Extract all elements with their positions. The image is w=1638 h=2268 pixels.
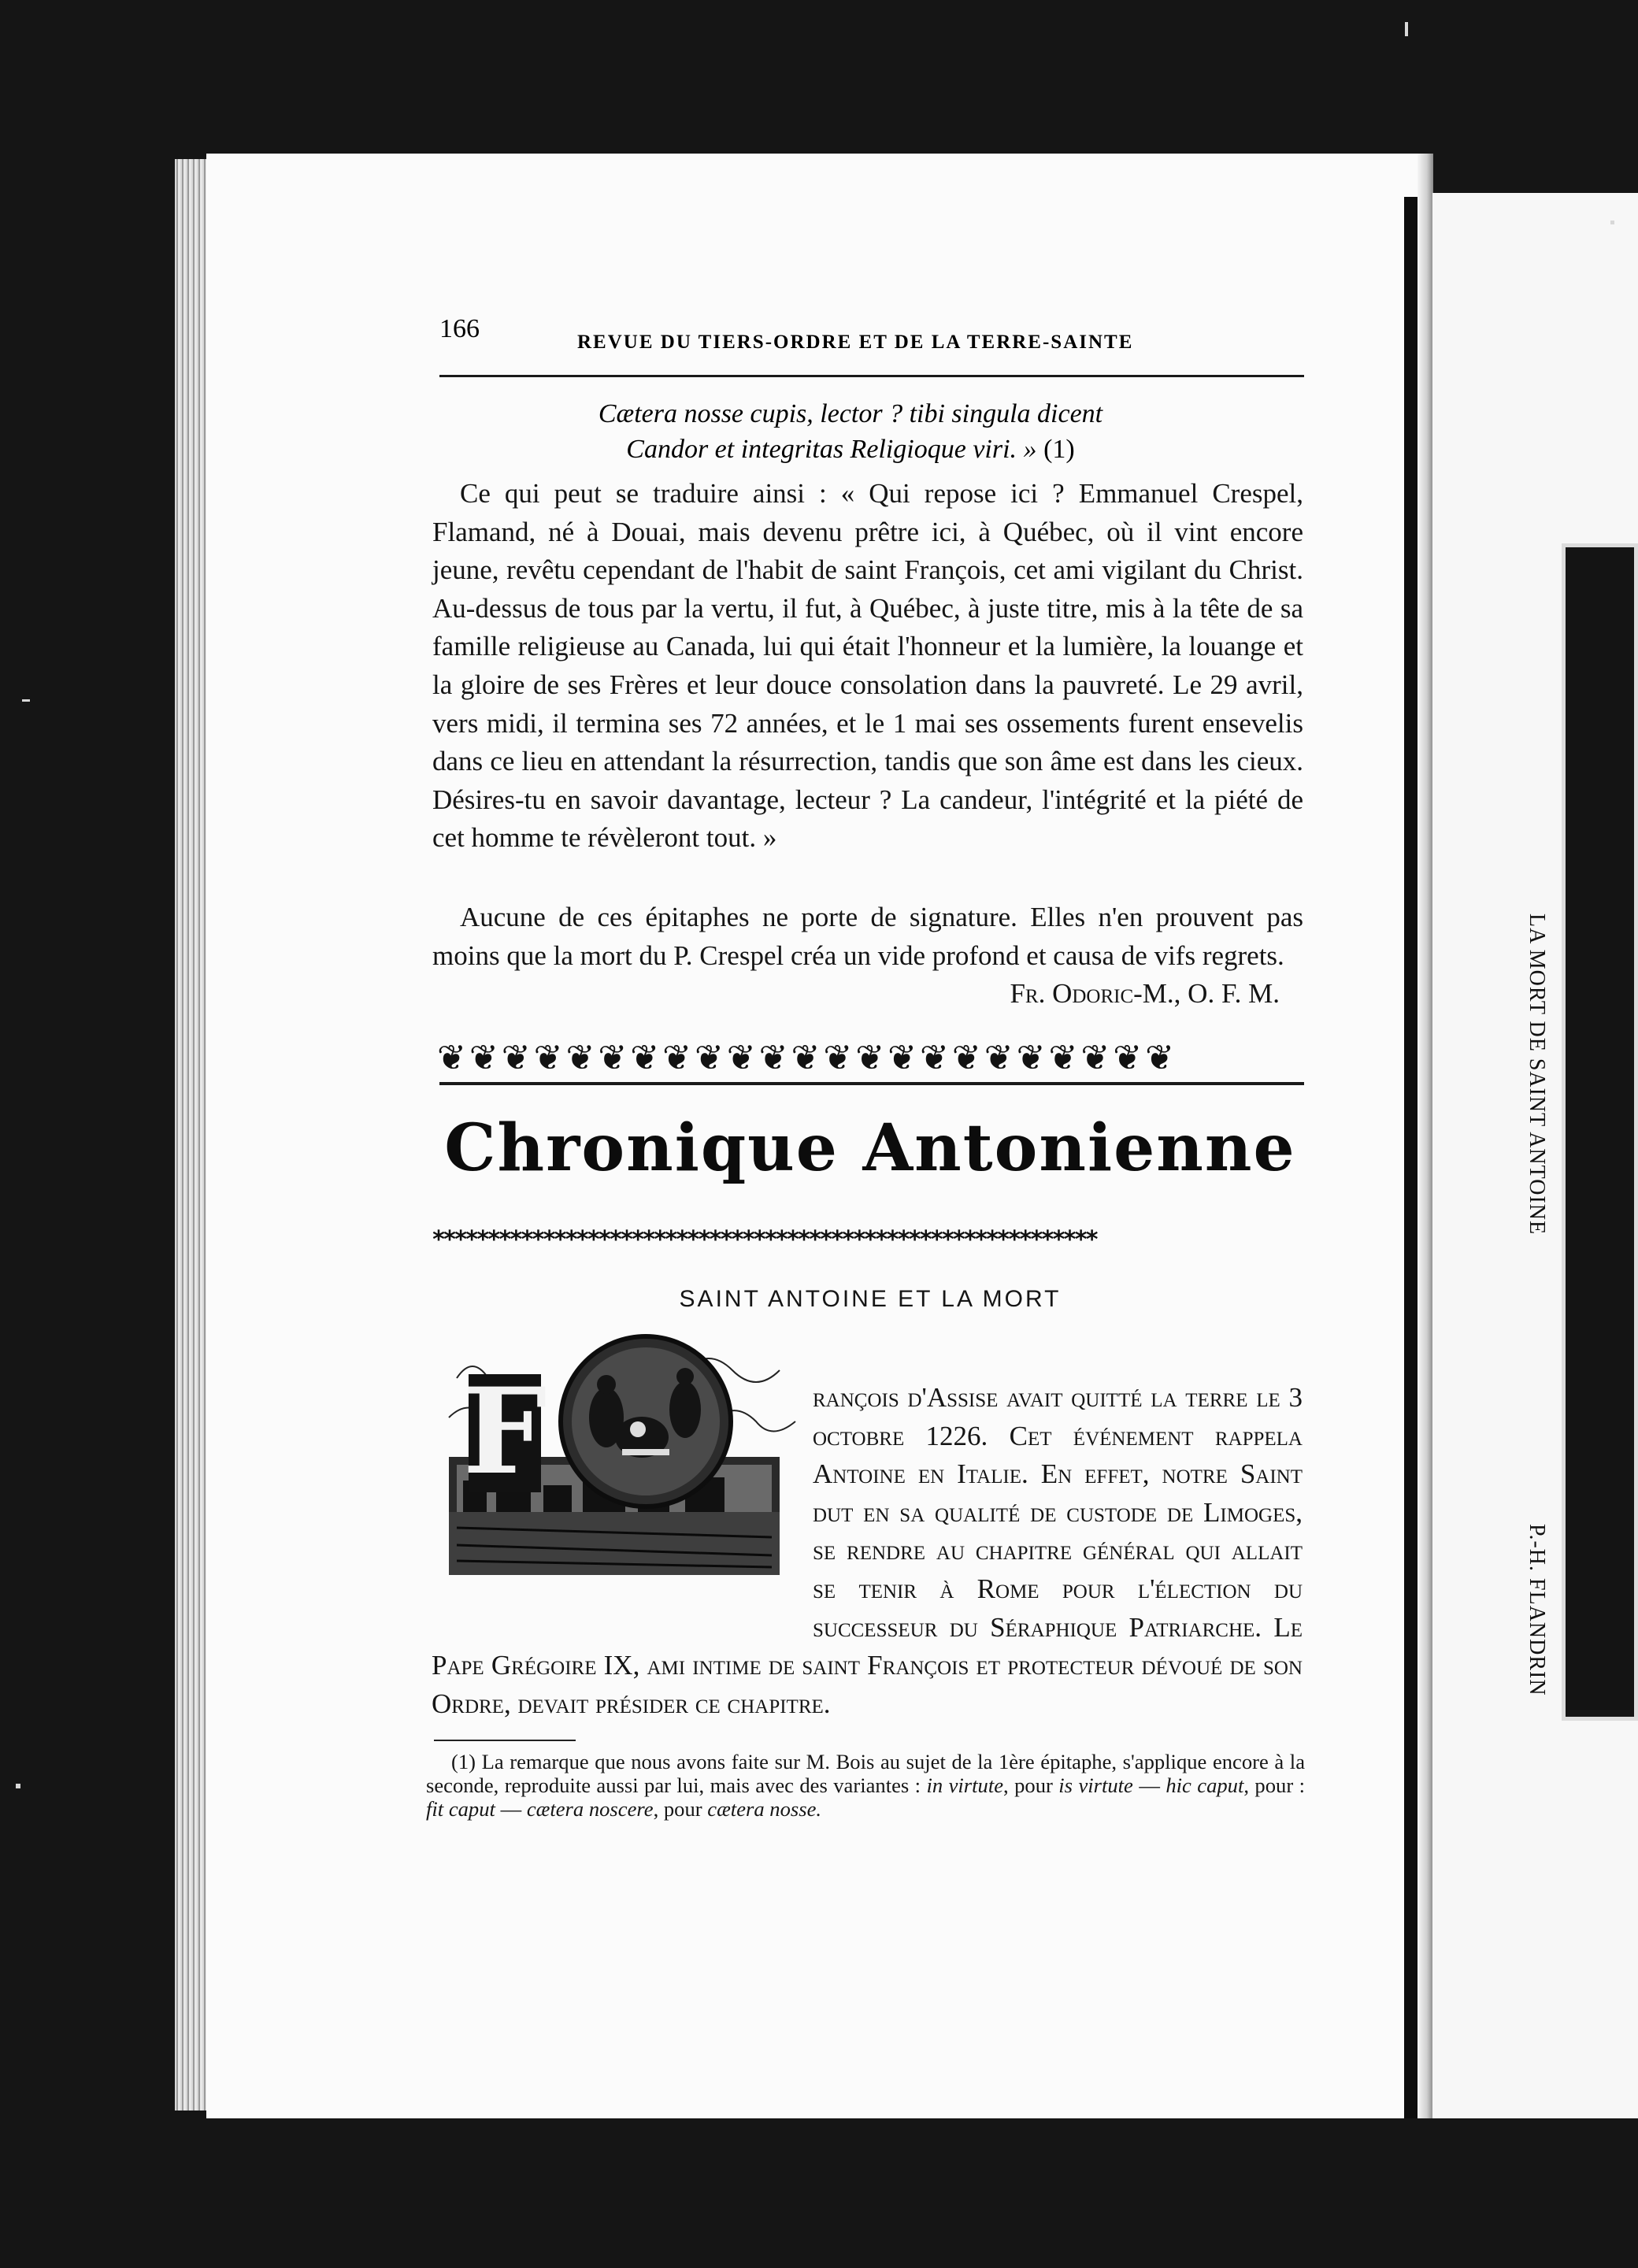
author-signature: Fr. Odoric-M., O. F. M. (1010, 978, 1280, 1010)
running-head: REVUE DU TIERS-ORDRE ET DE LA TERRE-SAINTE (577, 332, 1134, 353)
facing-page-title: LA MORT DE SAINT ANTOINE (1525, 914, 1549, 1236)
article-heading: SAINT ANTOINE ET LA MORT (679, 1286, 1062, 1312)
ornamental-border: ❦❦❦❦❦❦❦❦❦❦❦❦❦❦❦❦❦❦❦❦❦❦❦ (437, 1038, 1177, 1078)
footnote-separator-1: — (1139, 1773, 1160, 1797)
translation-intro: Ce qui peut se traduire ainsi : (460, 478, 827, 509)
footnote-variant-4: fit caput (426, 1797, 495, 1821)
article-body: rançois d'Assise avait quitté la terre le 3 octobre 1226. Cet événement rappela Antoine en Italie. En effet, notre Saint dut en sa qualité de custode de Limoges, se rendre au chapitre général qui allait se tenir à Rome pour l'élection du successeur du Séraphique Patriarche. Le Pape Grégoire IX, ami intime de saint François et protecteur dévoué de son Ordre, devait présider ce chapitre. (432, 1382, 1303, 1719)
article-text (432, 1379, 1303, 1723)
scan-speck (1405, 22, 1408, 36)
scan-speck (22, 699, 30, 702)
page-fold (1418, 154, 1433, 2118)
verse-line-2 (472, 435, 1228, 465)
scan-speck (16, 1784, 20, 1788)
footnote-variant-6: cætera nosse. (707, 1797, 822, 1821)
footnote-text: La remarque que nous avons faite sur M. Bois au sujet de la 1ère épitaphe, s'applique encore à la seconde, reproduite aussi par lui, mais avec des variantes : (426, 1750, 1305, 1797)
verse-line-2-text: Candor et integritas Religioque viri. » (626, 435, 1037, 464)
translation-text: « Qui repose ici ? Emmanuel Crespel, Flamand, né à Douai, mais devenu prêtre ici, à Québec, où il vint encore jeune, revêtu cependant de l'habit de saint François, cet ami vigilant du Christ. Au-dessus de tous par la vertu, il fut, à Québec, à juste titre, mis à la tête de sa famille religieuse au Canada, lui qui était l'honneur et la lumière, la louange et la gloire de ses Frères et leur douce consolation dans la pauvreté. Le 29 avril, vers midi, il termina ses 72 années, et le 1 mai ses ossements furent ensevelis dans ce lieu en attendant la résurrection, tandis que son âme est dans les cieux. Désires-tu en savoir davantage, lecteur ? La candeur, l'intégrité et la piété de cet homme te révèleront tout. » (432, 478, 1303, 854)
footnote-variant-3: hic caput (1166, 1773, 1244, 1797)
facing-page-author: P.-H. FLANDRIN (1525, 1524, 1549, 1696)
footnote-word-3: pour (663, 1797, 702, 1821)
footnote-variant-2: is virtute (1058, 1773, 1133, 1797)
header-rule (439, 375, 1304, 377)
closing-paragraph (432, 899, 1303, 1014)
footnote-word-2: pour : (1254, 1773, 1305, 1797)
section-title: Chronique Antonienne (444, 1110, 1296, 1186)
page-number: 166 (439, 314, 480, 343)
asterisk-divider: ************************************************************ (432, 1226, 1096, 1254)
footnote-marker: (1) (451, 1750, 476, 1773)
footnote: (1) La remarque que nous avons faite sur M. Bois au sujet de la 1ère épitaphe, s'applique encore à la seconde, reproduite aussi par lui, mais avec des variantes : in virtute, pour is virtute — hic caput, pour : fit caput — cætera noscere, pour cætera nosse. (426, 1750, 1305, 1821)
footnote-rule (434, 1740, 576, 1741)
verse-note-reference: (1) (1043, 435, 1075, 464)
scan-speck (1610, 220, 1614, 224)
footnote-word-1: pour (1014, 1773, 1053, 1797)
translation-paragraph (432, 475, 1303, 858)
facing-plate (1562, 543, 1638, 1721)
closing-text: Aucune de ces épitaphes ne porte de signature. Elles n'en prouvent pas moins que la mort du P. Crespel créa un vide profond et causa de vifs regrets. (432, 902, 1303, 971)
dropcap-letter: F (462, 1362, 547, 1501)
illustration-float (432, 1379, 813, 1625)
ornament-rule (439, 1082, 1304, 1085)
footnote-variant-5: cætera noscere (526, 1797, 654, 1821)
verse-line-1: Cætera nosse cupis, lector ? tibi singula dicent (598, 399, 1103, 428)
footnote-variant-1: in virtute (926, 1773, 1004, 1797)
footnote-separator-2: — (500, 1797, 522, 1821)
